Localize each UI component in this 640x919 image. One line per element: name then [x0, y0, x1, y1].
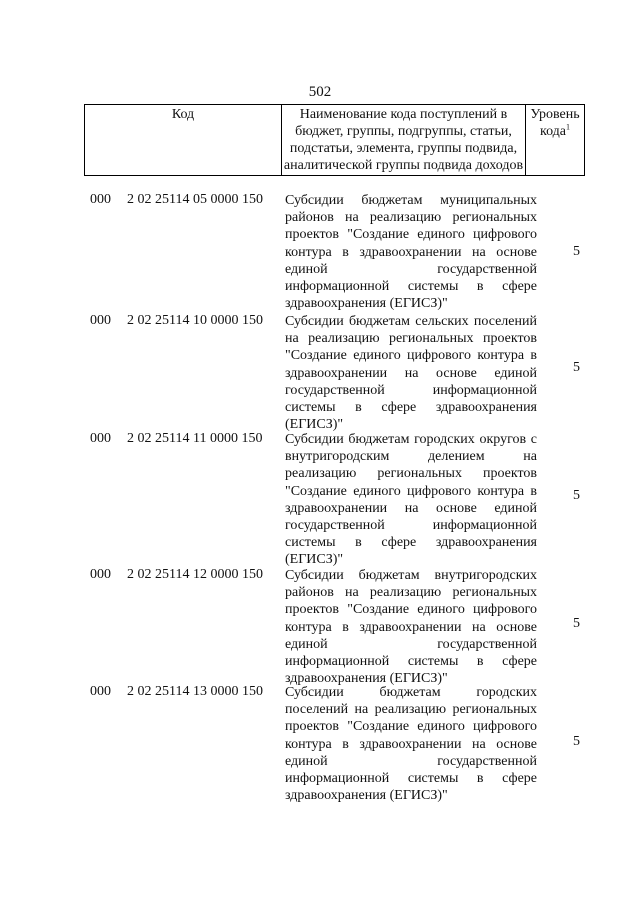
row-admin-code: 000: [90, 431, 111, 446]
row-description: Субсидии бюджетам сельских поселений на реализацию региональных проектов "Создание единого цифрового контура в здравоохранении на основе единой государственной информационной системы в сфере здравоохранения (ЕГИСЗ)": [285, 314, 537, 433]
header-level: [525, 105, 585, 175]
row-description: Субсидии бюджетам городских округов с внутригородским делением на реализацию региональных проектов "Создание единого цифрового контура в здравоохранении на основе единой государственной информационной системы в сфере здравоохранения (ЕГИСЗ)": [285, 432, 537, 568]
header-name: Наименование кода поступлений в бюджет, группы, подгруппы, статьи, подстатьи, элемента, группы подвида, аналитической группы подвида доходов: [281, 105, 525, 175]
header-code: Код: [84, 105, 281, 175]
row-level: 5: [573, 360, 580, 375]
row-budget-code: 2 02 25114 13 0000 150: [127, 684, 263, 699]
row-budget-code: 2 02 25114 12 0000 150: [127, 567, 263, 582]
row-budget-code: 2 02 25114 10 0000 150: [127, 313, 263, 328]
row-level: 5: [573, 244, 580, 259]
row-description: Субсидии бюджетам муниципальных районов на реализацию региональных проектов "Создание единого цифрового контура в здравоохранении на основе единой государственной информационной системы в сфере здравоохранения (ЕГИСЗ)": [285, 193, 537, 312]
row-admin-code: 000: [90, 192, 111, 207]
row-admin-code: 000: [90, 567, 111, 582]
row-budget-code: 2 02 25114 11 0000 150: [127, 431, 263, 446]
row-description: Субсидии бюджетам внутригородских районов на реализацию региональных проектов "Создание единого цифрового контура в здравоохранении на основе единой государственной информационной системы в сфере здравоохранения (ЕГИСЗ)": [285, 568, 537, 687]
row-admin-code: 000: [90, 313, 111, 328]
row-budget-code: 2 02 25114 05 0000 150: [127, 192, 263, 207]
table-header: [84, 104, 585, 176]
row-admin-code: 000: [90, 684, 111, 699]
row-level: 5: [573, 488, 580, 503]
header-level-label: Уровень кода: [530, 107, 580, 139]
row-description: Субсидии бюджетам городских поселений на реализацию региональных проектов "Создание единого цифрового контура в здравоохранении на основе единой государственной информационной системы в сфере здравоохранения (ЕГИСЗ)": [285, 685, 537, 804]
row-level: 5: [573, 734, 580, 749]
header-level-footnote: 1: [566, 122, 571, 132]
row-level: 5: [573, 616, 580, 631]
page-number: 502: [308, 84, 332, 100]
